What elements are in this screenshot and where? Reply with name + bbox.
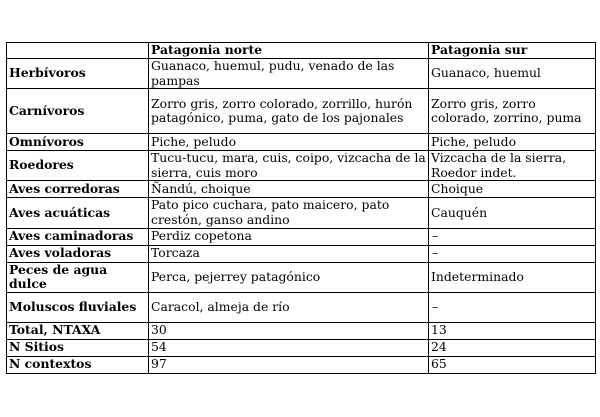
- norte-cell: Perdiz copetona: [149, 228, 429, 245]
- norte-cell: 30: [149, 322, 429, 339]
- norte-cell: Pato pico cuchara, pato maicero, pato crestón, ganso andino: [149, 198, 429, 228]
- table-row: [7, 181, 596, 198]
- row-label: Carnívoros: [7, 89, 149, 134]
- row-label: Moluscos fluviales: [7, 292, 149, 322]
- sur-cell: 13: [429, 322, 596, 339]
- row-label: N contextos: [7, 356, 149, 373]
- sur-cell: –: [429, 245, 596, 262]
- norte-cell: Perca, pejerrey patagónico: [149, 262, 429, 292]
- sur-cell: –: [429, 228, 596, 245]
- norte-cell: Guanaco, huemul, pudu, venado de las pampas: [149, 59, 429, 89]
- fauna-table: [6, 42, 596, 374]
- table-row: [7, 322, 596, 339]
- row-label: Aves acuáticas: [7, 198, 149, 228]
- row-label: Aves voladoras: [7, 245, 149, 262]
- row-label: Herbívoros: [7, 59, 149, 89]
- sur-cell: Indeterminado: [429, 262, 596, 292]
- norte-cell: Torcaza: [149, 245, 429, 262]
- table-row: [7, 134, 596, 151]
- row-label: Omnívoros: [7, 134, 149, 151]
- table-row: [7, 228, 596, 245]
- sur-cell: 65: [429, 356, 596, 373]
- table-row: [7, 89, 596, 134]
- table-row: [7, 292, 596, 322]
- row-label: Roedores: [7, 151, 149, 181]
- sur-cell: Choique: [429, 181, 596, 198]
- header-patagonia-norte: Patagonia norte: [149, 43, 429, 59]
- norte-cell: Zorro gris, zorro colorado, zorrillo, hurón patagónico, puma, gato de los pajonales: [149, 89, 429, 134]
- row-label: Peces de agua dulce: [7, 262, 149, 292]
- norte-cell: 97: [149, 356, 429, 373]
- table-row: [7, 356, 596, 373]
- table-row: [7, 151, 596, 181]
- sur-cell: Piche, peludo: [429, 134, 596, 151]
- row-label: Aves corredoras: [7, 181, 149, 198]
- norte-cell: Ñandú, choique: [149, 181, 429, 198]
- table-header-row: [7, 43, 596, 59]
- norte-cell: Tucu-tucu, mara, cuis, coipo, vizcacha de la sierra, cuis moro: [149, 151, 429, 181]
- sur-cell: Zorro gris, zorro colorado, zorrino, puma: [429, 89, 596, 134]
- header-empty-cell: [7, 43, 149, 59]
- sur-cell: –: [429, 292, 596, 322]
- table-row: [7, 59, 596, 89]
- sur-cell: 24: [429, 339, 596, 356]
- row-label: N Sitios: [7, 339, 149, 356]
- norte-cell: 54: [149, 339, 429, 356]
- sur-cell: Guanaco, huemul: [429, 59, 596, 89]
- row-label: Total, NTAXA: [7, 322, 149, 339]
- norte-cell: Caracol, almeja de río: [149, 292, 429, 322]
- norte-cell: Piche, peludo: [149, 134, 429, 151]
- table-row: [7, 245, 596, 262]
- header-patagonia-sur: Patagonia sur: [429, 43, 596, 59]
- table-row: [7, 339, 596, 356]
- sur-cell: Vizcacha de la sierra, Roedor indet.: [429, 151, 596, 181]
- sur-cell: Cauquén: [429, 198, 596, 228]
- row-label: Aves caminadoras: [7, 228, 149, 245]
- table-row: [7, 198, 596, 228]
- table-row: [7, 262, 596, 292]
